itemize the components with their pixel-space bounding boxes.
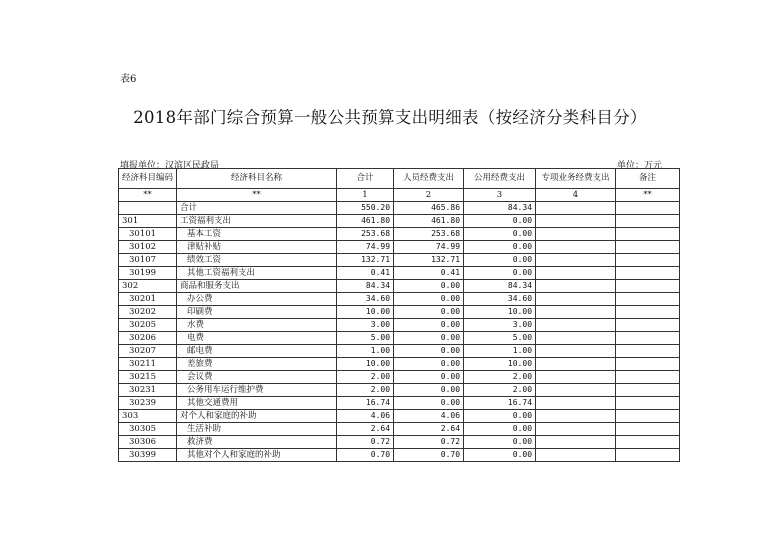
cell-note [616, 384, 680, 397]
cell-public: 2.00 [464, 384, 536, 397]
cell-name: 救济费 [177, 436, 337, 449]
cell-code: 30102 [119, 241, 177, 254]
cell-note [616, 436, 680, 449]
cell-note [616, 345, 680, 358]
col-header-total: 合计 [337, 169, 394, 189]
cell-code: 30211 [119, 358, 177, 371]
cell-note [616, 228, 680, 241]
cell-personnel: 0.00 [394, 280, 464, 293]
cell-total: 0.70 [337, 449, 394, 462]
page-title: 2018年部门综合预算一般公共预算支出明细表（按经济分类科目分） [133, 108, 647, 127]
cell-special [536, 319, 616, 332]
table-row [119, 241, 680, 254]
cell-note [616, 319, 680, 332]
cell-public: 10.00 [464, 358, 536, 371]
index-cell: ** [119, 189, 177, 202]
cell-name: 差旅费 [177, 358, 337, 371]
cell-total: 16.74 [337, 397, 394, 410]
cell-personnel: 0.70 [394, 449, 464, 462]
cell-special [536, 202, 616, 215]
table-row [119, 215, 680, 228]
cell-name: 合计 [177, 202, 337, 215]
cell-personnel: 0.00 [394, 397, 464, 410]
cell-public: 3.00 [464, 319, 536, 332]
cell-public: 0.00 [464, 254, 536, 267]
cell-special [536, 293, 616, 306]
cell-special [536, 332, 616, 345]
cell-personnel: 74.99 [394, 241, 464, 254]
cell-total: 10.00 [337, 306, 394, 319]
cell-public: 16.74 [464, 397, 536, 410]
cell-total: 34.60 [337, 293, 394, 306]
table-row [119, 371, 680, 384]
cell-public: 5.00 [464, 332, 536, 345]
cell-code: 30107 [119, 254, 177, 267]
cell-personnel: 0.00 [394, 371, 464, 384]
index-cell: ** [616, 189, 680, 202]
cell-special [536, 306, 616, 319]
cell-note [616, 202, 680, 215]
cell-personnel: 461.80 [394, 215, 464, 228]
cell-note [616, 215, 680, 228]
cell-public: 1.00 [464, 345, 536, 358]
table-row [119, 293, 680, 306]
cell-special [536, 345, 616, 358]
cell-note [616, 449, 680, 462]
cell-code: 30101 [119, 228, 177, 241]
cell-personnel: 0.00 [394, 332, 464, 345]
cell-note [616, 410, 680, 423]
cell-special [536, 436, 616, 449]
cell-code: 301 [119, 215, 177, 228]
cell-code: 30399 [119, 449, 177, 462]
cell-public: 0.00 [464, 215, 536, 228]
cell-code: 30201 [119, 293, 177, 306]
col-header-name: 经济科目名称 [177, 169, 337, 189]
cell-special [536, 384, 616, 397]
cell-personnel: 0.00 [394, 345, 464, 358]
cell-total: 550.20 [337, 202, 394, 215]
cell-public: 0.00 [464, 423, 536, 436]
table-row [119, 254, 680, 267]
cell-name: 电费 [177, 332, 337, 345]
cell-name: 水费 [177, 319, 337, 332]
reporting-unit: 填报单位：汉滨区民政局 [120, 161, 220, 171]
table-row [119, 202, 680, 215]
cell-special [536, 267, 616, 280]
col-header-code: 经济科目编码 [119, 169, 177, 189]
table-number-label: 表6 [120, 74, 137, 85]
cell-total: 74.99 [337, 241, 394, 254]
cell-name: 办公费 [177, 293, 337, 306]
cell-public: 84.34 [464, 202, 536, 215]
table-row [119, 332, 680, 345]
index-cell: 2 [394, 189, 464, 202]
cell-code: 302 [119, 280, 177, 293]
cell-total: 4.06 [337, 410, 394, 423]
cell-note [616, 254, 680, 267]
cell-total: 2.00 [337, 384, 394, 397]
cell-public: 0.00 [464, 436, 536, 449]
cell-code: 30206 [119, 332, 177, 345]
cell-note [616, 371, 680, 384]
table-row [119, 306, 680, 319]
cell-special [536, 449, 616, 462]
cell-name: 对个人和家庭的补助 [177, 410, 337, 423]
cell-total: 2.00 [337, 371, 394, 384]
cell-public: 0.00 [464, 449, 536, 462]
cell-public: 2.00 [464, 371, 536, 384]
cell-personnel: 0.00 [394, 319, 464, 332]
cell-special [536, 410, 616, 423]
cell-name: 津贴补贴 [177, 241, 337, 254]
cell-note [616, 293, 680, 306]
cell-name: 其他对个人和家庭的补助 [177, 449, 337, 462]
col-header-note: 备注 [616, 169, 680, 189]
cell-public: 0.00 [464, 410, 536, 423]
cell-special [536, 215, 616, 228]
cell-note [616, 397, 680, 410]
currency-unit: 单位：万元 [616, 161, 662, 171]
table-row [119, 319, 680, 332]
table-row [119, 280, 680, 293]
cell-name: 基本工资 [177, 228, 337, 241]
cell-name: 邮电费 [177, 345, 337, 358]
cell-public: 0.00 [464, 267, 536, 280]
index-cell: 1 [337, 189, 394, 202]
table-row [119, 423, 680, 436]
table-body [119, 202, 680, 462]
table-row [119, 267, 680, 280]
cell-public: 34.60 [464, 293, 536, 306]
cell-total: 2.64 [337, 423, 394, 436]
index-cell: 3 [464, 189, 536, 202]
cell-note [616, 280, 680, 293]
cell-personnel: 0.00 [394, 358, 464, 371]
cell-name: 商品和服务支出 [177, 280, 337, 293]
table-row [119, 410, 680, 423]
col-header-public: 公用经费支出 [464, 169, 536, 189]
cell-code: 30202 [119, 306, 177, 319]
cell-code: 30199 [119, 267, 177, 280]
cell-personnel: 0.41 [394, 267, 464, 280]
table-row [119, 384, 680, 397]
cell-note [616, 332, 680, 345]
col-header-personnel: 人员经费支出 [394, 169, 464, 189]
cell-code: 30205 [119, 319, 177, 332]
index-cell: ** [177, 189, 337, 202]
cell-name: 其他交通费用 [177, 397, 337, 410]
cell-special [536, 228, 616, 241]
table-row [119, 449, 680, 462]
table-row [119, 436, 680, 449]
cell-note [616, 358, 680, 371]
cell-public: 84.34 [464, 280, 536, 293]
header-row [119, 169, 680, 189]
cell-special [536, 358, 616, 371]
budget-table [118, 168, 680, 462]
cell-personnel: 132.71 [394, 254, 464, 267]
cell-name: 会议费 [177, 371, 337, 384]
cell-code: 30215 [119, 371, 177, 384]
cell-total: 3.00 [337, 319, 394, 332]
cell-personnel: 2.64 [394, 423, 464, 436]
index-row [119, 189, 680, 202]
cell-name: 公务用车运行维护费 [177, 384, 337, 397]
cell-name: 绩效工资 [177, 254, 337, 267]
table-row [119, 358, 680, 371]
cell-note [616, 241, 680, 254]
cell-public: 0.00 [464, 241, 536, 254]
cell-special [536, 423, 616, 436]
cell-total: 253.68 [337, 228, 394, 241]
table-row [119, 228, 680, 241]
cell-name: 印刷费 [177, 306, 337, 319]
cell-code [119, 202, 177, 215]
cell-total: 132.71 [337, 254, 394, 267]
cell-total: 5.00 [337, 332, 394, 345]
index-cell: 4 [536, 189, 616, 202]
cell-public: 10.00 [464, 306, 536, 319]
cell-total: 1.00 [337, 345, 394, 358]
cell-total: 0.72 [337, 436, 394, 449]
cell-special [536, 280, 616, 293]
cell-code: 30306 [119, 436, 177, 449]
cell-name: 其他工资福利支出 [177, 267, 337, 280]
cell-code: 30305 [119, 423, 177, 436]
cell-code: 30239 [119, 397, 177, 410]
cell-special [536, 241, 616, 254]
cell-name: 工资福利支出 [177, 215, 337, 228]
cell-note [616, 423, 680, 436]
cell-personnel: 0.00 [394, 293, 464, 306]
cell-code: 303 [119, 410, 177, 423]
cell-special [536, 254, 616, 267]
cell-total: 84.34 [337, 280, 394, 293]
cell-total: 10.00 [337, 358, 394, 371]
cell-code: 30207 [119, 345, 177, 358]
cell-total: 461.80 [337, 215, 394, 228]
cell-code: 30231 [119, 384, 177, 397]
cell-personnel: 0.72 [394, 436, 464, 449]
cell-note [616, 267, 680, 280]
cell-public: 0.00 [464, 228, 536, 241]
cell-personnel: 4.06 [394, 410, 464, 423]
table-row [119, 345, 680, 358]
table-row [119, 397, 680, 410]
cell-name: 生活补助 [177, 423, 337, 436]
cell-total: 0.41 [337, 267, 394, 280]
cell-special [536, 371, 616, 384]
cell-personnel: 0.00 [394, 384, 464, 397]
cell-personnel: 253.68 [394, 228, 464, 241]
cell-note [616, 306, 680, 319]
cell-special [536, 397, 616, 410]
cell-personnel: 465.86 [394, 202, 464, 215]
cell-personnel: 0.00 [394, 306, 464, 319]
col-header-special: 专项业务经费支出 [536, 169, 616, 189]
